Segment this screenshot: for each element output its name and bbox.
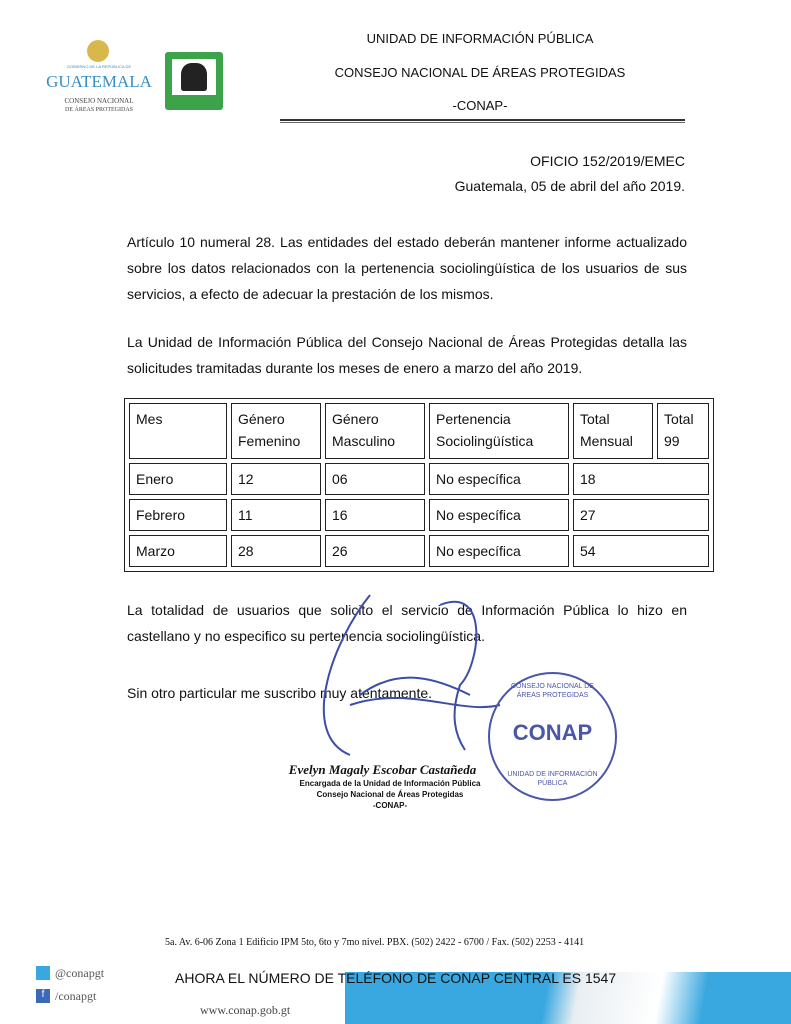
stamp-center-text: CONAP xyxy=(512,720,593,745)
header-masculino: Género Masculino xyxy=(325,403,425,459)
handwritten-signature xyxy=(290,585,510,760)
cell-mes: Enero xyxy=(129,463,227,495)
cell-total: 27 xyxy=(573,499,709,531)
coat-of-arms-icon xyxy=(87,40,109,62)
cell-mes: Febrero xyxy=(129,499,227,531)
logo-guatemala-text: GUATEMALA xyxy=(46,72,152,91)
table-row xyxy=(129,499,709,531)
logo-sub2: DE ÁREAS PROTEGIDAS xyxy=(64,107,133,113)
requests-table xyxy=(124,398,714,572)
table-row xyxy=(129,463,709,495)
footer-address: 5a. Av. 6-06 Zona 1 Edificio IPM 5to, 6to y 7mo nivel. PBX. (502) 2422 - 6700 / Fax. (502) 2253 - 4141 xyxy=(165,937,585,948)
website-link[interactable]: www.conap.gob.gt xyxy=(200,1003,291,1017)
header-pertenencia: Pertenencia Sociolingüística xyxy=(429,403,569,459)
cell-total: 54 xyxy=(573,535,709,567)
paragraph-intro: La Unidad de Información Pública del Consejo Nacional de Áreas Protegidas detalla las solicitudes tramitadas durante los meses de enero a marzo del año 2019. xyxy=(127,334,687,376)
cell-pertenencia: No específica xyxy=(429,499,569,531)
logo-sub1: CONSEJO NACIONAL xyxy=(64,97,134,105)
cell-masculino: 06 xyxy=(325,463,425,495)
cell-femenino: 11 xyxy=(231,499,321,531)
phone-notice: AHORA EL NÚMERO DE TELÉFONO DE CONAP CENTRAL ES 1547 xyxy=(175,970,617,986)
document-date: Guatemala, 05 de abril del año 2019. xyxy=(454,178,685,194)
cell-femenino: 28 xyxy=(231,535,321,567)
table-row xyxy=(129,535,709,567)
cell-mes: Marzo xyxy=(129,535,227,567)
signatory-name: Evelyn Magaly Escobar Castañeda xyxy=(288,762,477,777)
header-total: Total 99 xyxy=(657,403,709,459)
conap-stamp xyxy=(488,672,617,801)
facebook-handle[interactable]: /conapgt xyxy=(55,989,97,1003)
table-header-row xyxy=(129,403,709,459)
signatory-institution: Consejo Nacional de Áreas Protegidas xyxy=(316,790,464,799)
header-line1: UNIDAD DE INFORMACIÓN PÚBLICA xyxy=(366,31,594,46)
cell-femenino: 12 xyxy=(231,463,321,495)
header-rule xyxy=(280,119,685,123)
stamp-top-text: CONSEJO NACIONAL DE ÁREAS PROTEGIDAS xyxy=(511,683,594,699)
cell-masculino: 26 xyxy=(325,535,425,567)
header-total-mensual: Total Mensual xyxy=(573,403,653,459)
paragraph-closing: Sin otro particular me suscribo muy atentamente. xyxy=(127,685,433,701)
cell-pertenencia: No específica xyxy=(429,463,569,495)
cell-pertenencia: No específica xyxy=(429,535,569,567)
facebook-icon: f xyxy=(36,989,50,1003)
paragraph-article: Artículo 10 numeral 28. Las entidades del estado deberán mantener informe actualizado sobre los datos relacionados con la pertenencia sociolingüística de los usuarios de sus servicios, a efecto de adecuar la prestación de los mismos. xyxy=(127,234,687,302)
signatory-conap: -CONAP- xyxy=(372,801,408,810)
twitter-icon xyxy=(36,966,50,980)
header-mes: Mes xyxy=(129,403,227,459)
header-line2: CONSEJO NACIONAL DE ÁREAS PROTEGIDAS xyxy=(334,65,626,80)
guatemala-logo xyxy=(40,40,158,120)
header-femenino: Género Femenino xyxy=(231,403,321,459)
header-line3: -CONAP- xyxy=(452,98,508,113)
oficio-number: OFICIO 152/2019/EMEC xyxy=(530,153,685,169)
cell-total: 18 xyxy=(573,463,709,495)
conap-logo-text: CONAP xyxy=(170,95,218,110)
paragraph-conclusion: La totalidad de usuarios que solicito el servicio de Información Pública lo hizo en castellano y no especifico su pertenencia sociolingüística. xyxy=(127,602,687,644)
cell-masculino: 16 xyxy=(325,499,425,531)
stamp-bottom-text: UNIDAD DE INFORMACIÓN PÚBLICA xyxy=(507,771,598,787)
twitter-handle[interactable]: @conapgt xyxy=(55,966,105,980)
signatory-title: Encargada de la Unidad de Información Pública xyxy=(299,779,481,788)
logo-top-text: GOBIERNO DE LA REPÚBLICA DE xyxy=(66,64,132,69)
